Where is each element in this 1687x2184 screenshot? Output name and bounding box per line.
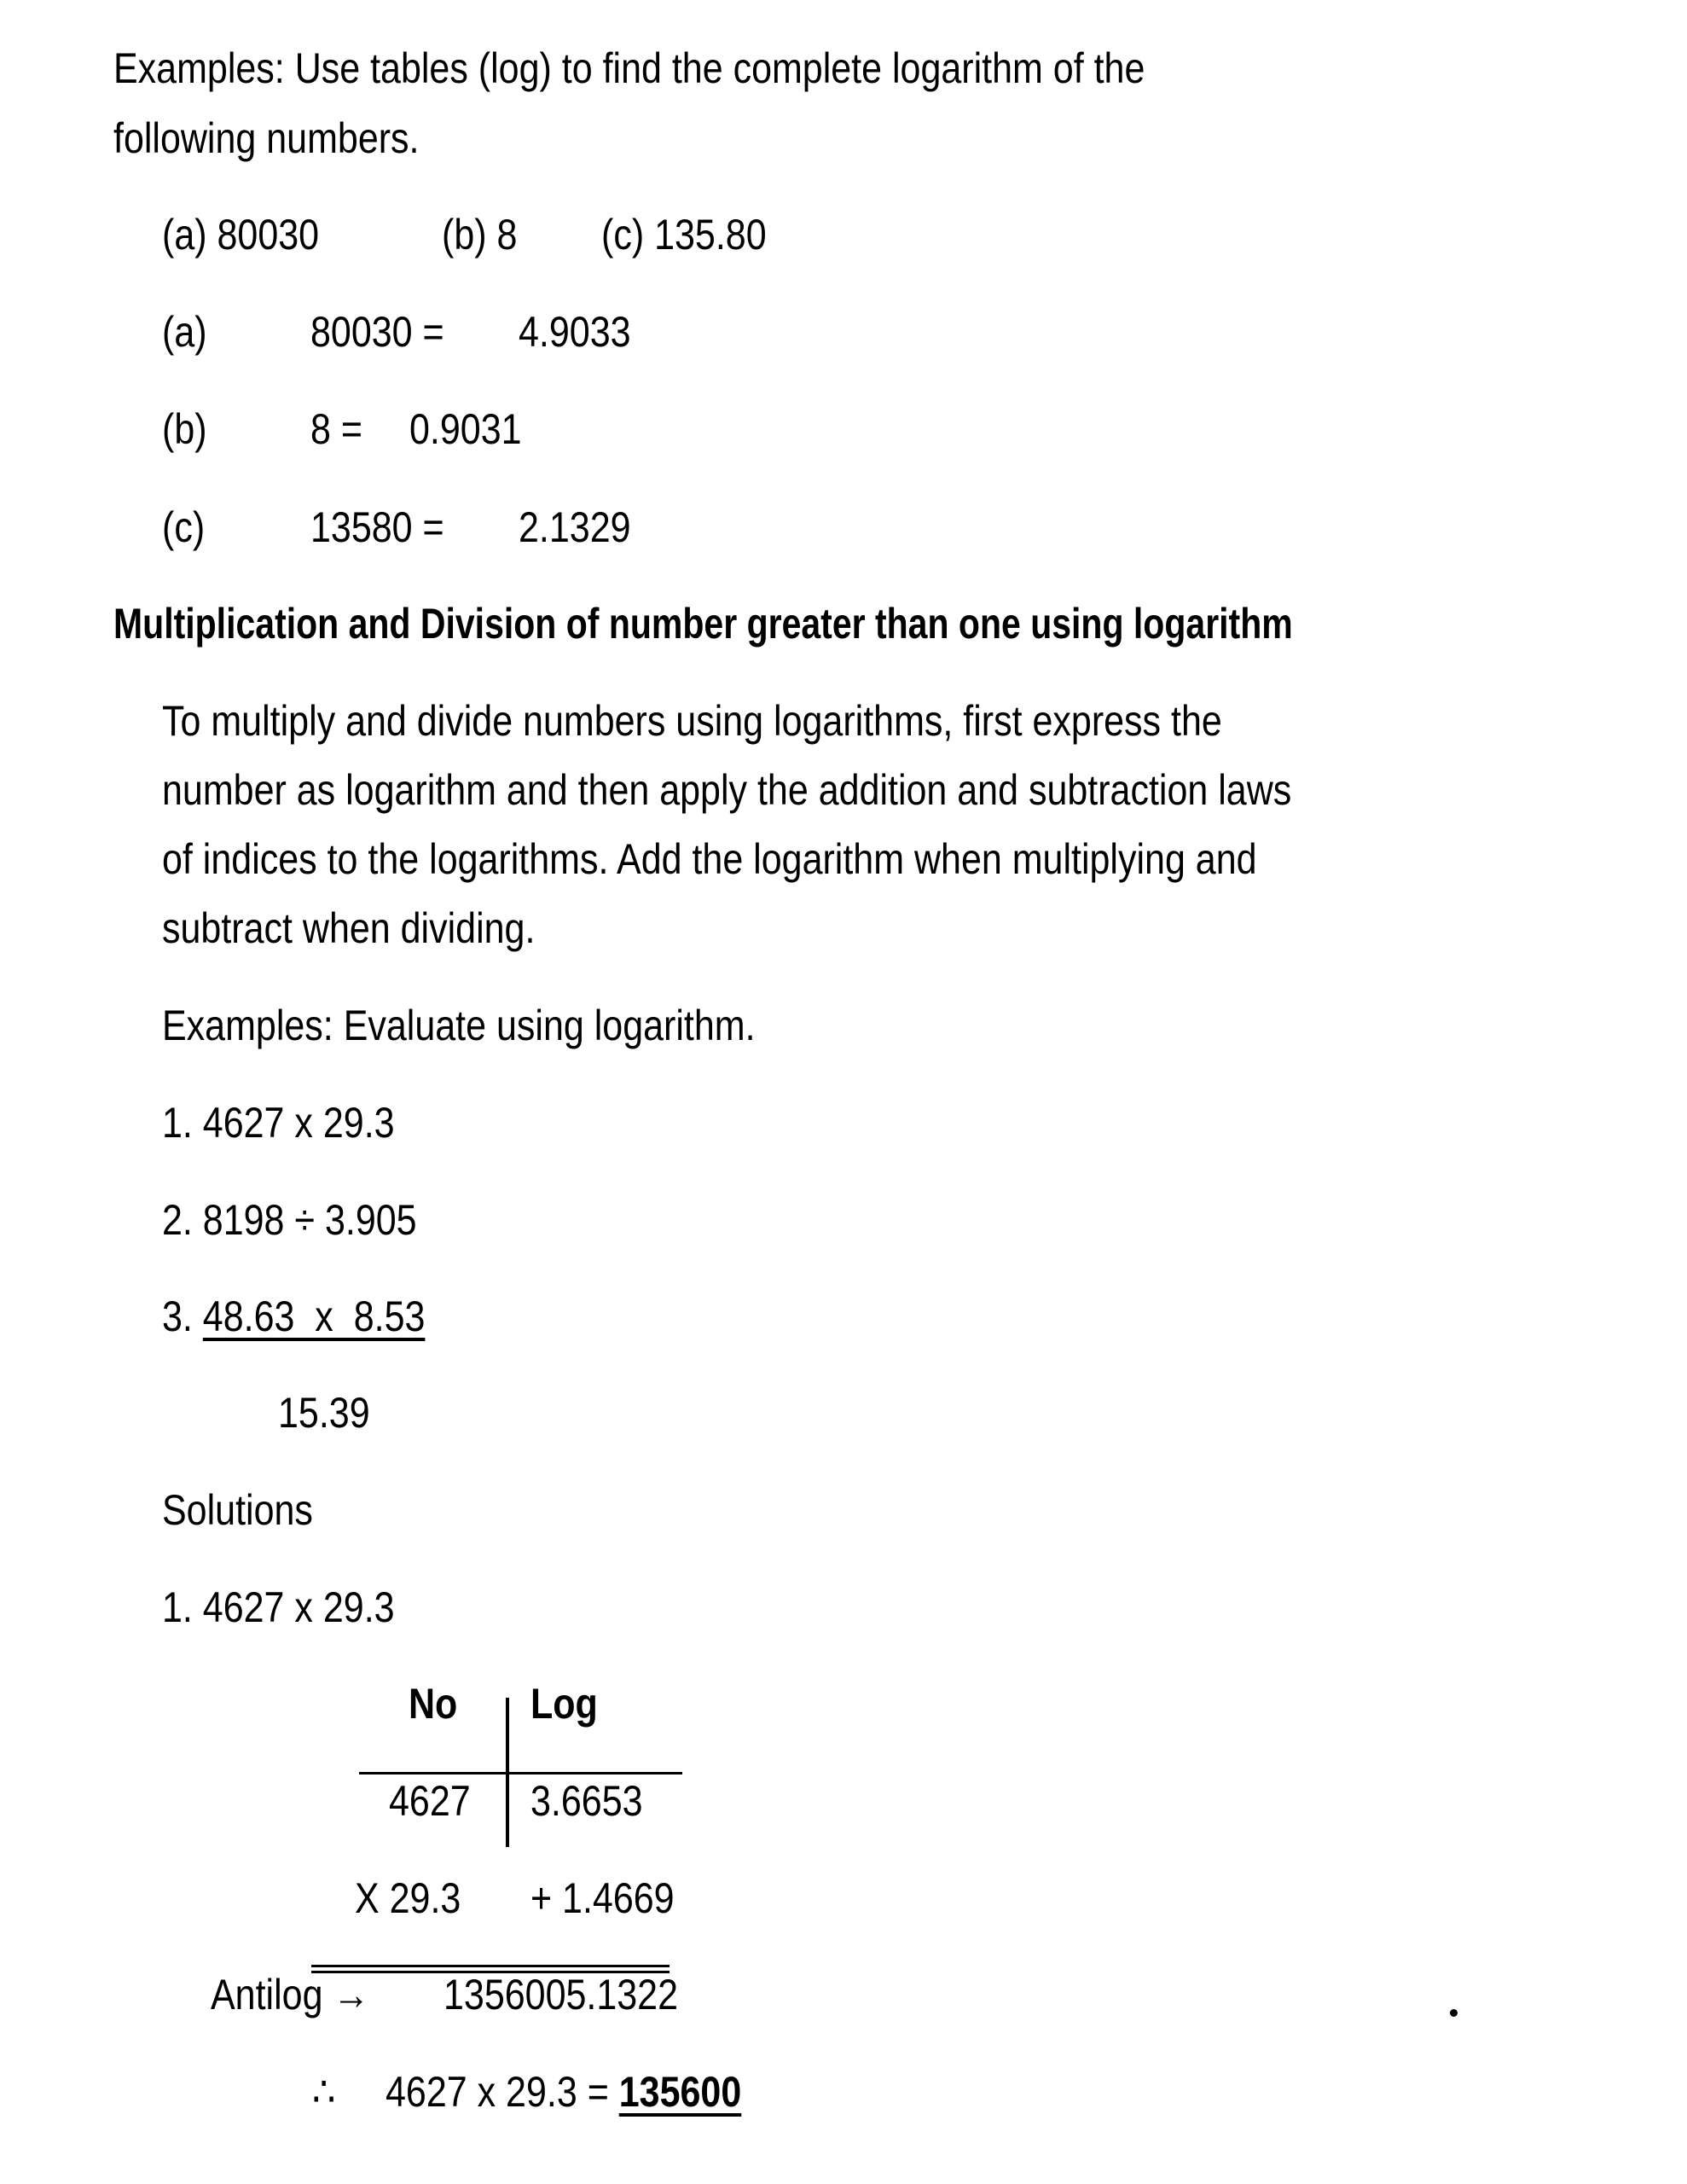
conclusion: [386, 2066, 741, 2117]
answer-expr-a: 80030 =: [310, 308, 444, 356]
op-row-log: + 1.4669: [530, 1874, 675, 1922]
answer-value-c: 2.1329: [519, 503, 631, 551]
therefore-symbol: ∴: [312, 2068, 336, 2116]
op-row-number: X 29.3: [355, 1874, 461, 1922]
example-2: 2. 8198 ÷ 3.905: [162, 1196, 417, 1244]
antilog-label: Antilog →: [211, 1971, 370, 2018]
table-cell-no: 4627: [389, 1777, 471, 1825]
double-rule-top: [311, 1965, 670, 1967]
conclusion-expr: 4627 x 29.3 =: [386, 2068, 619, 2116]
example-3-numerator: 48.63 x 8.53: [202, 1292, 426, 1340]
paragraph-line-3: of indices to the logarithms. Add the logarithm when multiplying and: [162, 835, 1257, 883]
section-heading: Multiplication and Division of number greater than one using logarithm: [113, 600, 1293, 648]
answer-expr-c: 13580 =: [310, 503, 444, 551]
example-3-denominator: 15.39: [278, 1389, 370, 1437]
stray-dot: [1450, 2009, 1458, 2017]
answer-value-b: 0.9031: [409, 405, 522, 453]
examples-title: Examples: Evaluate using logarithm.: [162, 1002, 756, 1049]
answer-label-c: (c): [162, 503, 206, 551]
example-1: 1. 4627 x 29.3: [162, 1099, 395, 1147]
answer-label-a: (a): [162, 308, 207, 356]
answer-value-a: 4.9033: [519, 308, 631, 356]
table-header-log: Log: [530, 1680, 598, 1728]
paragraph-line-2: number as logarithm and then apply the addition and subtraction laws: [162, 766, 1292, 814]
example-3-prefix: 3.: [162, 1292, 203, 1340]
answer-label-b: (b): [162, 405, 207, 453]
answer-expr-b: 8 =: [310, 405, 362, 453]
paragraph-line-1: To multiply and divide numbers using logarithms, first express the: [162, 697, 1222, 745]
solution-1-question: 1. 4627 x 29.3: [162, 1583, 395, 1631]
number-item-c: (c) 135.80: [601, 211, 767, 258]
table-cell-log: 3.6653: [530, 1777, 643, 1825]
example-3: [162, 1291, 425, 1342]
solutions-title: Solutions: [162, 1486, 313, 1534]
paragraph-line-4: subtract when dividing.: [162, 904, 536, 952]
intro-line-1: Examples: Use tables (log) to find the complete logarithm of the: [113, 44, 1145, 92]
number-item-a: (a) 80030: [162, 211, 320, 258]
table-header-no: No: [409, 1680, 458, 1728]
intro-line-2: following numbers.: [113, 114, 420, 162]
number-item-b: (b) 8: [442, 211, 518, 258]
table-horizontal-rule: [359, 1772, 682, 1774]
conclusion-result: 135600: [618, 2068, 742, 2116]
antilog-value: 1356005.1322: [443, 1971, 679, 2018]
